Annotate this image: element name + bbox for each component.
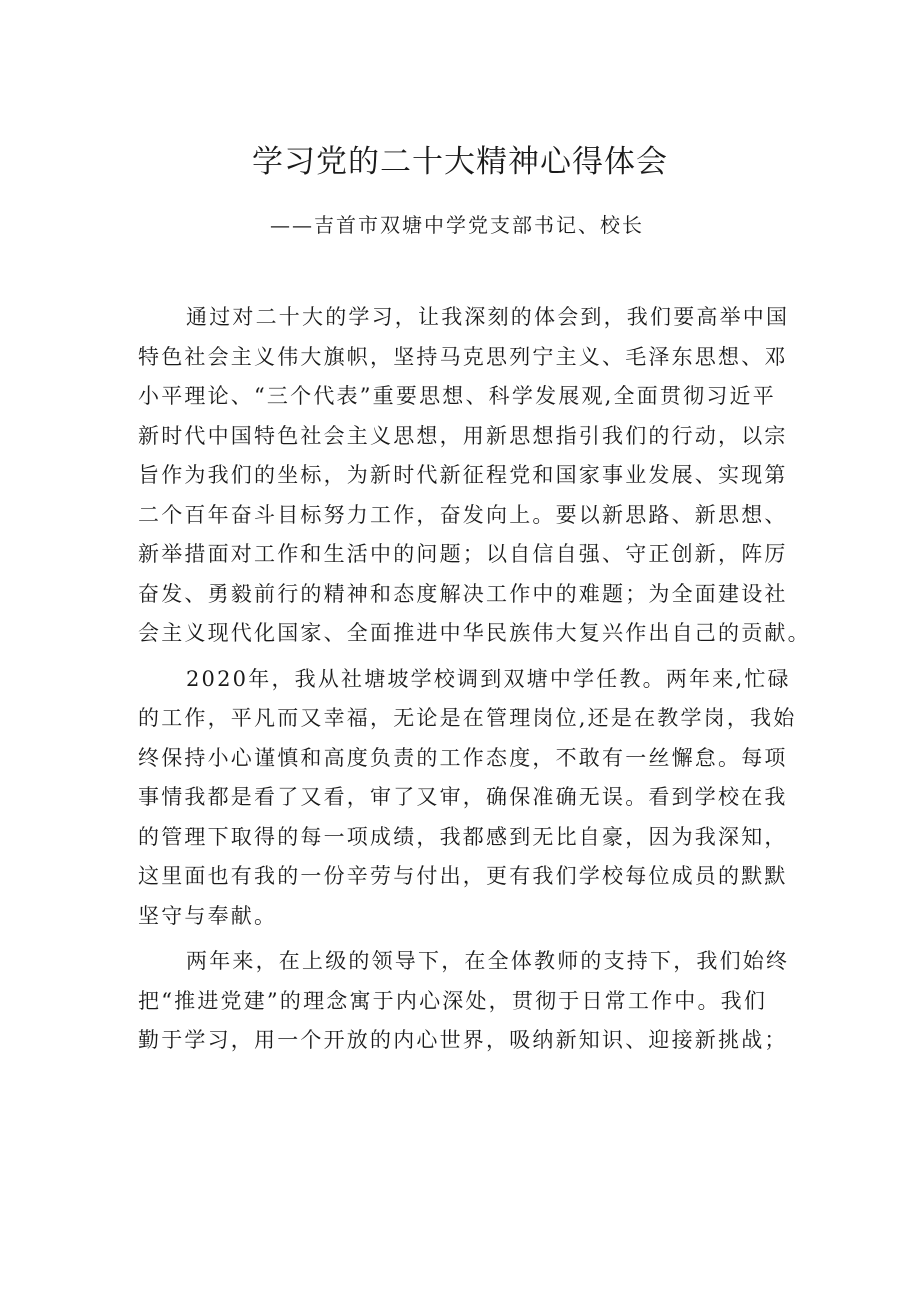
paragraph-line: 勤于学习，用一个开放的内心世界，吸纳新知识、迎接新挑战；	[138, 1028, 788, 1052]
paragraph-line: 的管理下取得的每一项成绩，我都感到无比自豪，因为我深知，	[138, 824, 788, 849]
paragraph-line: 这里面也有我的一份辛劳与付出，更有我们学校每位成员的默默	[138, 864, 788, 888]
paragraph-line: 特色社会主义伟大旗帜，坚持马克思列宁主义、毛泽东思想、邓	[138, 344, 788, 369]
paragraph-line: 会主义现代化国家、全面推进中华民族伟大复兴作出自己的贡献。	[138, 621, 811, 645]
paragraph-line: 通过对二十大的学习，让我深刻的体会到，我们要高举中国	[186, 305, 790, 329]
paragraph-2	[138, 660, 797, 937]
document-subtitle: ——吉首市双塘中学党支部书记、校长	[270, 213, 644, 237]
paragraph-line: 旨作为我们的坐标，为新时代新征程党和国家事业发展、实现第	[138, 463, 788, 487]
paragraph-line: 坚守与奉献。	[138, 903, 278, 928]
paragraph-line: 把“推进党建”的理念寓于内心深处，贯彻于日常工作中。我们	[138, 988, 768, 1013]
paragraph-line: 2020年，我从社塘坡学校调到双塘中学任教。两年来,忙碌	[186, 666, 791, 691]
paragraph-line: 事情我都是看了又看，审了又审，确保准确无误。看到学校在我	[138, 785, 788, 809]
paragraph-line: 奋发、勇毅前行的精神和态度解决工作中的难题；为全面建设社	[138, 581, 788, 606]
paragraph-line: 新时代中国特色社会主义思想，用新思想指引我们的行动，以宗	[138, 423, 788, 448]
paragraph-line: 的工作，平凡而又幸福，无论是在管理岗位,还是在教学岗，我始	[138, 706, 797, 730]
paragraph-line: 终保持小心谨慎和高度负责的工作态度，不敢有一丝懈怠。每项	[138, 745, 788, 770]
paragraph-line: 二个百年奋斗目标努力工作，奋发向上。要以新思路、新思想、	[138, 502, 788, 527]
document-title: 学习党的二十大精神心得体会	[252, 144, 668, 180]
paragraph-3	[138, 942, 794, 1061]
paragraph-1	[138, 298, 811, 654]
paragraph-line: 小平理论、“三个代表”重要思想、科学发展观,全面贯彻习近平	[138, 384, 776, 408]
paragraph-line: 两年来，在上级的领导下，在全体教师的支持下，我们始终	[186, 949, 790, 973]
paragraph-line: 新举措面对工作和生活中的问题；以自信自强、守正创新，阵厉	[138, 542, 788, 566]
document-body	[138, 298, 811, 1067]
